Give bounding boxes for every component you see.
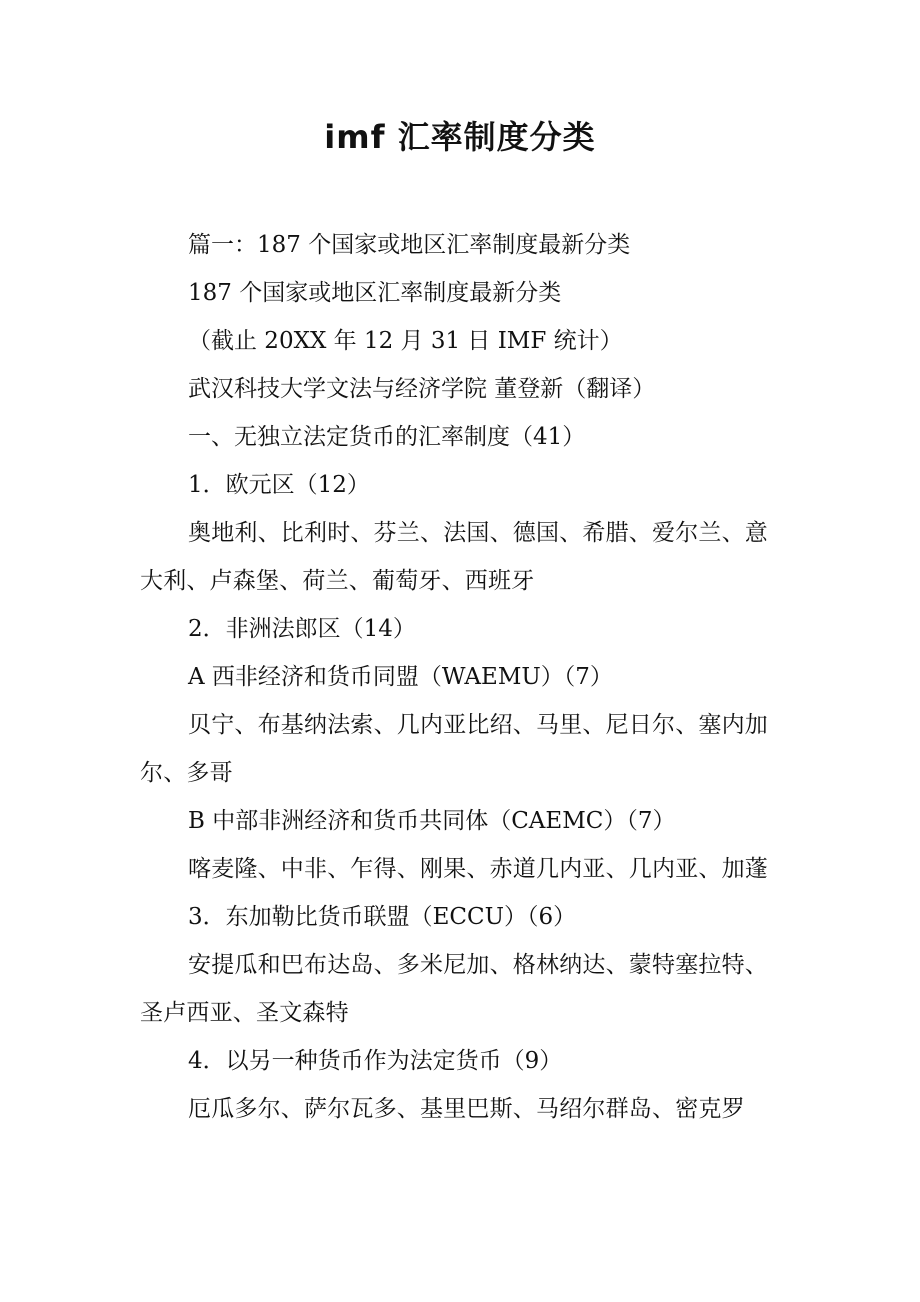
paragraph-date-note: （截止 20XX 年 12 月 31 日 IMF 统计） (188, 328, 623, 354)
document-body (140, 221, 785, 1133)
paragraph-subtitle: 篇一：187 个国家或地区汇率制度最新分类 (188, 232, 631, 258)
subsection-eccu: 3．东加勒比货币联盟（ECCU）（6） (188, 904, 577, 930)
subsection-caemc: B 中部非洲经济和货币共同体（CAEMC）（7） (188, 808, 676, 834)
subsection-other-currency: 4．以另一种货币作为法定货币（9） (188, 1048, 563, 1074)
section-heading-1: 一、无独立法定货币的汇率制度（41） (188, 424, 586, 450)
paragraph-waemu-countries: 贝宁、布基纳法索、几内亚比绍、马里、尼日尔、塞内加尔、多哥 (140, 712, 768, 786)
paragraph-euro-countries: 奥地利、比利时、芬兰、法国、德国、希腊、爱尔兰、意大利、卢森堡、荷兰、葡萄牙、西班牙 (140, 520, 768, 594)
document-title: imf 汇率制度分类 (324, 118, 596, 156)
subsection-waemu: A 西非经济和货币同盟（WAEMU）（7） (188, 664, 613, 690)
subsection-cfa-franc: 2．非洲法郎区（14） (188, 616, 416, 642)
paragraph-heading: 187 个国家或地区汇率制度最新分类 (188, 280, 562, 306)
paragraph-other-currency-countries: 厄瓜多尔、萨尔瓦多、基里巴斯、马绍尔群岛、密克罗 (188, 1096, 745, 1122)
subsection-euro-area: 1．欧元区（12） (188, 472, 370, 498)
paragraph-author: 武汉科技大学文法与经济学院 董登新（翻译） (188, 376, 656, 402)
paragraph-caemc-countries: 喀麦隆、中非、乍得、刚果、赤道几内亚、几内亚、加蓬 (188, 856, 768, 882)
paragraph-eccu-countries: 安提瓜和巴布达岛、多米尼加、格林纳达、蒙特塞拉特、圣卢西亚、圣文森特 (140, 952, 768, 1026)
